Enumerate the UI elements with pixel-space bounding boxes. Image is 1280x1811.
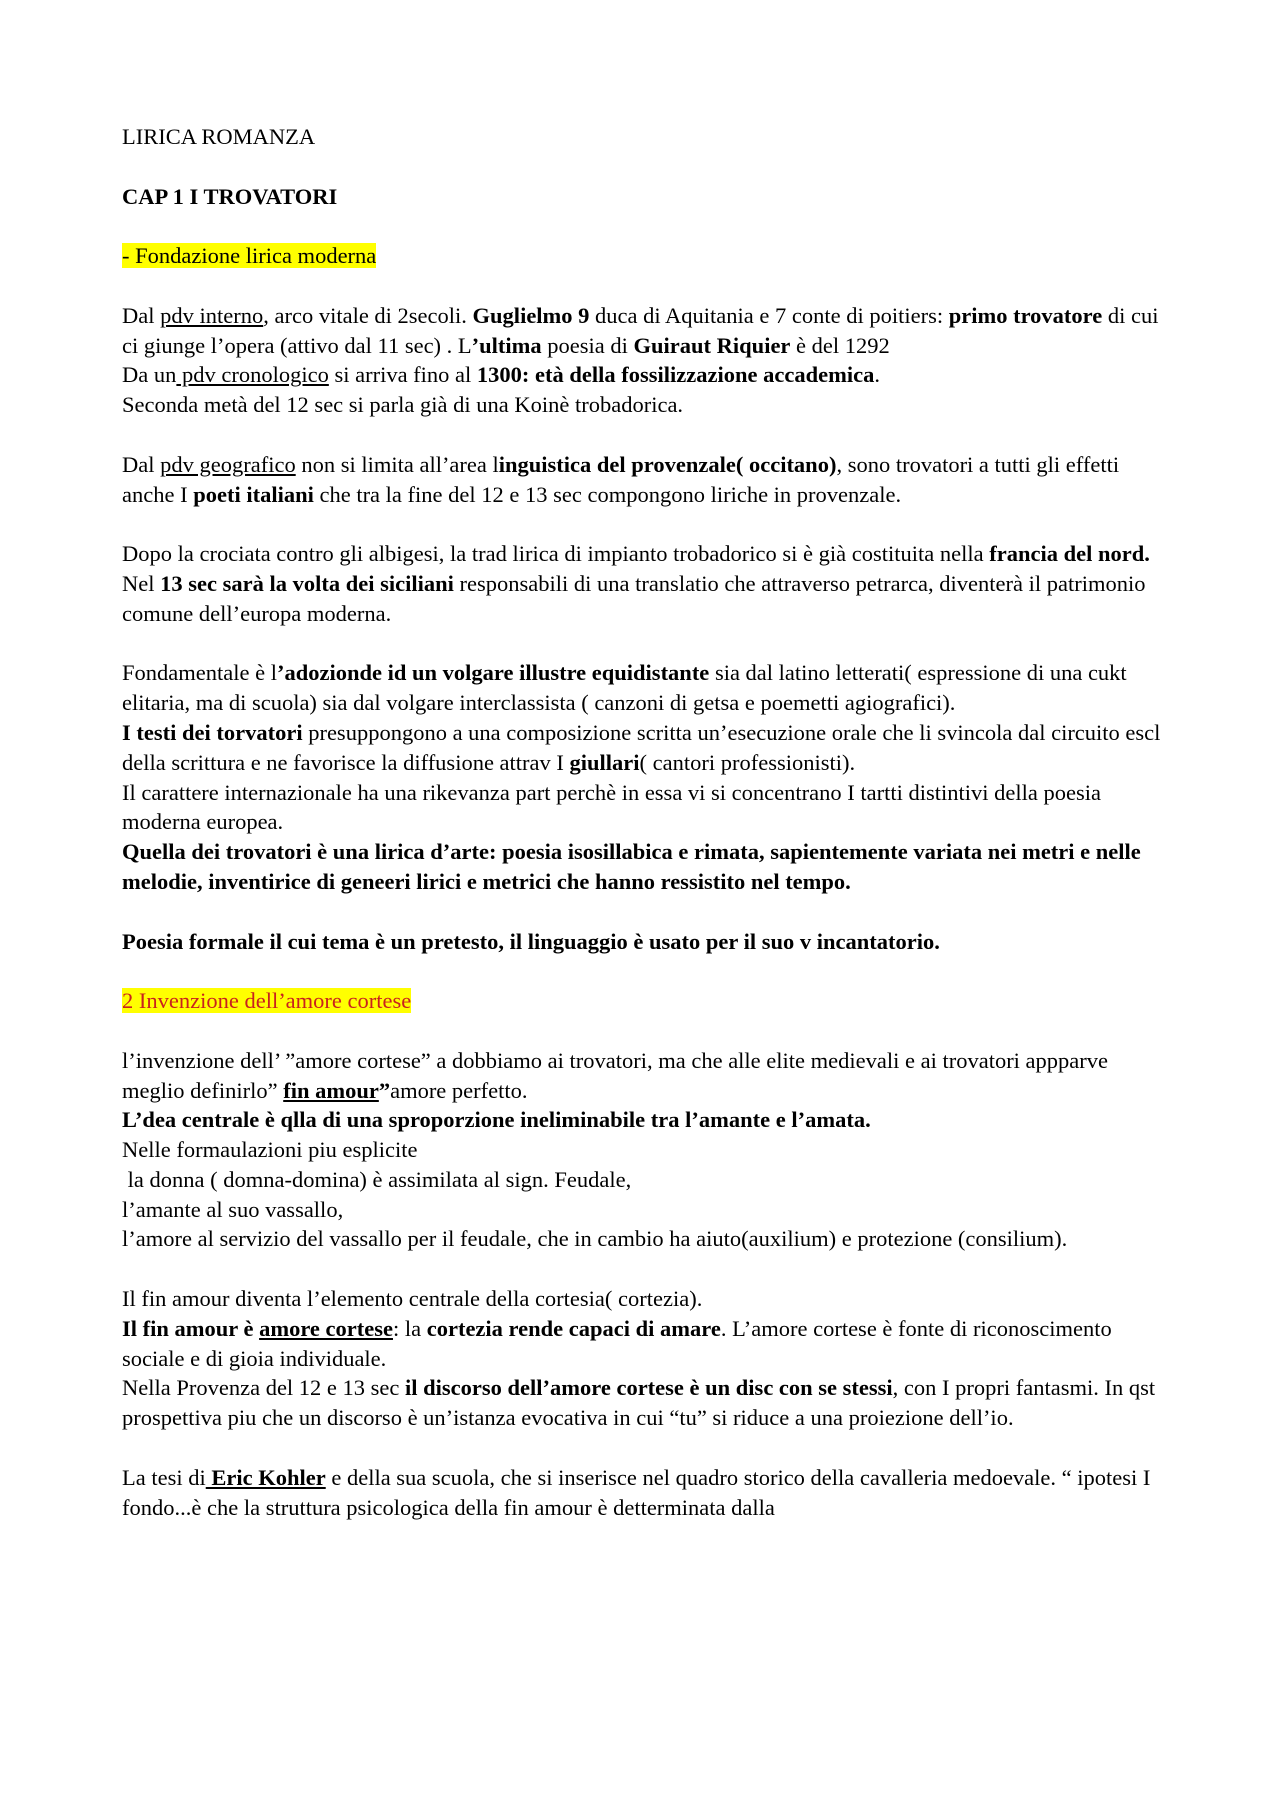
section-heading-1 <box>122 241 1162 271</box>
paragraph-crociata: Dopo la crociata contro gli albigesi, la trad lirica di impianto trobadorico si è già costituita nella francia del nord. Nel 13 sec sarà la volta dei siciliani responsabili di una translatio che attraverso petrarca, diventerà il patrimonio comune dell’europa moderna. <box>122 541 1150 626</box>
paragraph-formulazioni: Nelle formaulazioni piu esplicite <box>122 1137 418 1163</box>
section-heading-2-highlight: 2 Invenzione dell’amore cortese <box>122 988 412 1014</box>
paragraph-amante: l’amante al suo vassallo, <box>122 1196 344 1222</box>
paragraph-volgare: Fondamentale è l’adozionde id un volgare illustre equidistante sia dal latino letterati( espressione di una cukt elitaria, ma di scuola) sia dal volgare interclassista ( canzoni di getsa e poemetti agiografici). <box>122 660 1127 716</box>
chapter-heading: CAP 1 I TROVATORI <box>122 183 338 209</box>
paragraph-donna: la donna ( domna-domina) è assimilata al sign. Feudale, <box>122 1166 632 1192</box>
paragraph-servizio: l’amore al servizio del vassallo per il feudale, che in cambio ha aiuto(auxilium) e protezione (consilium). <box>122 1226 1068 1252</box>
paragraph-kohler: La tesi di Eric Kohler e della sua scuola, che si inserisce nel quadro storico della cavalleria medoevale. “ ipotesi I fondo...è che la struttura psicologica della fin amour è detterminata dalla <box>122 1464 1151 1520</box>
paragraph-poesia-formale: Poesia formale il cui tema è un pretesto, il linguaggio è usato per il suo v incantatorio. <box>122 928 940 954</box>
section-heading-2 <box>122 986 1162 1016</box>
paragraph-idea-centrale: L’dea centrale è qlla di una sproporzione ineliminabile tra l’amante e l’amata. <box>122 1107 871 1133</box>
paragraph-internazionale: Il carattere internazionale ha una rikevanza part perchè in essa vi si concentrano I tartti distintivi della poesia moderna europea. <box>122 779 1101 835</box>
section-heading-1-highlight: - Fondazione lirica moderna <box>122 243 377 269</box>
paragraph-koine: Seconda metà del 12 sec si parla già di una Koinè trobadorica. <box>122 392 684 418</box>
document-title: LIRICA ROMANZA <box>122 124 316 149</box>
paragraph-geografico: Dal pdv geografico non si limita all’area linguistica del provenzale( occitano), sono trovatori a tutti gli effetti anche I poeti italiani che tra la fine del 12 e 13 sec compongono liriche in provenzale. <box>122 451 1120 507</box>
paragraph-cortesia: Il fin amour diventa l’elemento centrale della cortesia( cortezia). <box>122 1286 703 1312</box>
paragraph-provenza: Nella Provenza del 12 e 13 sec il discorso dell’amore cortese è un disc con se stessi, con I propri fantasmi. In qst prospettiva piu che un discorso è un’istanza evocativa in cui “tu” si riduce a una proiezione dell’io. <box>122 1375 1156 1431</box>
paragraph-cronologico: Da un pdv cronologico si arriva fino al 1300: età della fossilizzazione accademica. <box>122 362 880 388</box>
document-page <box>122 122 1162 1522</box>
paragraph-fin-amour: l’invenzione dell’ ”amore cortese” a dobbiamo ai trovatori, ma che alle elite medievali e ai trovatori appparve meglio definirlo” fin amour”amore perfetto. <box>122 1047 1109 1103</box>
paragraph-amore-cortese: Il fin amour è amore cortese: la cortezia rende capaci di amare. L’amore cortese è fonte di riconoscimento sociale e di gioia individuale. <box>122 1315 1112 1371</box>
paragraph-lirica-arte: Quella dei trovatori è una lirica d’arte: poesia isosillabica e rimata, sapientemente variata nei metri e nelle melodie, inventirice di geneeri lirici e metrici che hanno ressistito nel tempo. <box>122 839 1141 894</box>
paragraph-testi-trovatori: I testi dei torvatori presuppongono a una composizione scritta un’esecuzione orale che li svincola dal circuito escl della scrittura e ne favorisce la diffusione attrav I giullari( cantori professionisti). <box>122 719 1161 775</box>
paragraph-guglielmo: Dal pdv interno, arco vitale di 2secoli. Guglielmo 9 duca di Aquitania e 7 conte di poitiers: primo trovatore di cui ci giunge l’opera (attivo dal 11 sec) . L’ultima poesia di Guiraut Riquier è del 1292 <box>122 302 1159 358</box>
